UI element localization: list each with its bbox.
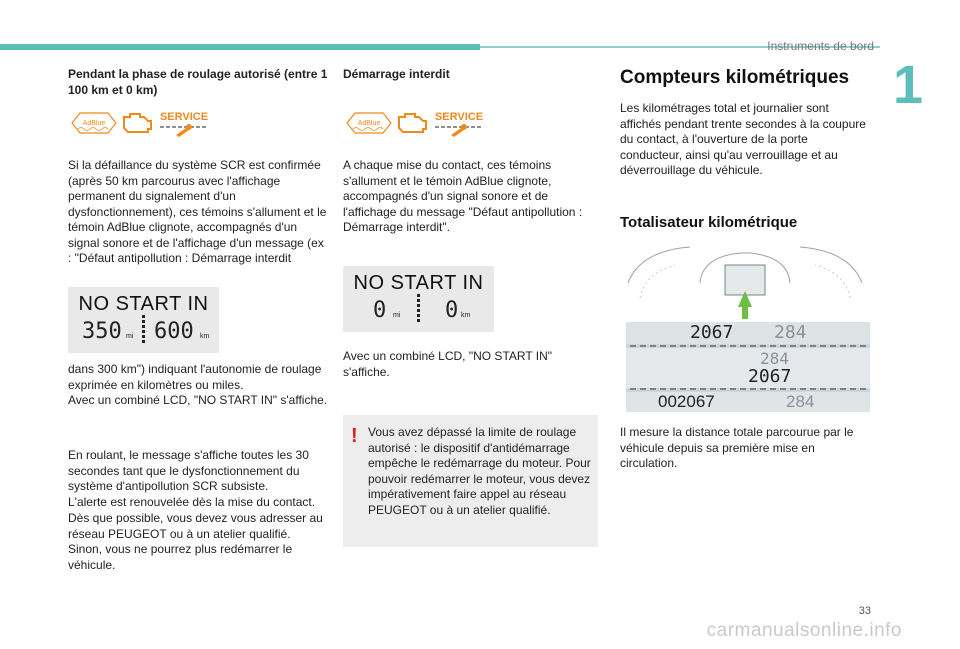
col2-paragraph-2: Avec un combiné LCD, "NO START IN" s'affiche. xyxy=(343,349,553,379)
display-left-unit: mi xyxy=(393,312,401,319)
display-title: NO START IN xyxy=(78,293,209,315)
display-separator xyxy=(417,294,420,324)
svg-text:SERVICE: SERVICE xyxy=(434,111,483,123)
col2-paragraph-1: A chaque mise du contact, ces témoins s'allument et le témoin AdBlue clignote, accompagnés d'un signal sonore et de l'affichage du message "Défaut antipollution : Démarrage interdit". xyxy=(343,158,583,234)
col1-paragraph-1: Si la défaillance du système SCR est confirmée (après 50 km parcourus avec l'affichage permanent du signalement d'un dysfonctionnement), ces témoins s'allument et le témoin AdBlue clignote, accompagnés d'un signal sonore et de l'affichage d'un message (ex : "Défaut antipollution : Démarrage interdit xyxy=(68,158,327,265)
display-left-value: 350 xyxy=(82,319,122,344)
adblue-engine-service-icons xyxy=(68,108,208,138)
adblue-warning-icon xyxy=(72,113,116,133)
engine-warning-icon xyxy=(124,114,151,132)
display-right-value: 0 xyxy=(445,298,459,323)
chapter-number: 1 xyxy=(893,55,924,115)
warning-exclamation-icon: ! xyxy=(351,425,358,447)
col1-paragraph-7: Sinon, vous ne pourrez plus redémarrer le véhicule. xyxy=(68,542,293,572)
separator-dashes xyxy=(630,388,866,390)
svg-text:AdBlue: AdBlue xyxy=(357,120,381,127)
display-right-unit: km xyxy=(200,333,210,340)
watermark: carmanualsonline.info xyxy=(706,620,902,641)
instrument-cluster-illustration xyxy=(620,243,870,323)
section-subtitle: Totalisateur kilométrique xyxy=(620,214,798,231)
col1-paragraph-3: Avec un combiné LCD, "NO START IN" s'affiche. xyxy=(68,393,328,407)
warning-lights-row-2 xyxy=(343,108,483,138)
col2-heading: Démarrage interdit xyxy=(343,67,450,81)
svg-text:AdBlue: AdBlue xyxy=(82,120,106,127)
svg-text:SERVICE: SERVICE xyxy=(159,111,208,123)
col1-paragraph-6: Dès que possible, vous devez vous adresser au réseau PEUGEOT ou à un atelier qualifié. xyxy=(68,511,323,541)
service-wrench-icon xyxy=(160,111,208,137)
col1-paragraph-2: dans 300 km") indiquant l'autonomie de roulage exprimée en kilomètres ou miles. xyxy=(68,362,322,392)
page-number: 33 xyxy=(858,605,871,617)
odometer-row-2 xyxy=(626,348,870,388)
display-left-unit: mi xyxy=(126,333,134,340)
odometer-total-2: 2067 xyxy=(748,366,792,387)
warning-lights-row xyxy=(68,108,208,138)
adblue-warning-icon xyxy=(347,113,391,133)
display-right-unit: km xyxy=(461,312,471,319)
col1-heading: Pendant la phase de roulage autorisé (entre 1 100 km et 0 km) xyxy=(68,67,328,97)
warning-text: Vous avez dépassé la limite de roulage autorisé : le dispositif d'antidémarrage empêche le redémarrage du moteur. Pour pouvoir redémarrer le moteur, vous devez impérativement faire appel au réseau PEUGEOT ou à un atelier qualifié. xyxy=(368,425,591,517)
page-title: Compteurs kilométriques xyxy=(620,67,850,88)
header-accent-bar xyxy=(0,44,480,50)
display-left-value: 0 xyxy=(373,298,387,323)
col1-paragraph-4: En roulant, le message s'affiche toutes les 30 secondes tant que le dysfonctionnement du système d'antipollution SCR subsiste. xyxy=(68,448,309,493)
adblue-engine-service-icons-2 xyxy=(343,108,483,138)
odometer-trip-2: 284 xyxy=(760,349,789,368)
odometer-row-3 xyxy=(626,392,870,412)
col1-paragraph-5: L'alerte est renouvelée dès la mise du contact. xyxy=(68,495,316,509)
warning-callout xyxy=(343,415,598,547)
display-separator xyxy=(142,315,145,345)
odometer-row-1 xyxy=(626,322,870,344)
service-wrench-icon xyxy=(435,111,483,137)
cluster-outline xyxy=(620,243,870,323)
no-start-display-2 xyxy=(343,266,494,332)
odometer-trip-3: 284 xyxy=(786,392,815,411)
engine-warning-icon xyxy=(399,114,426,132)
odometer-trip-1: 284 xyxy=(774,322,807,343)
col3-description: Il mesure la distance totale parcourue par le véhicule depuis sa première mise en circulation. xyxy=(620,425,854,470)
odometer-total-3: 002067 xyxy=(658,392,715,411)
display-title: NO START IN xyxy=(353,272,484,294)
col3-intro: Les kilométrages total et journalier sont affichés pendant trente secondes à la coupure du contact, à l'ouverture de la porte conducteur, ainsi qu'au verrouillage et au déverrouillage du véhicule. xyxy=(620,101,866,177)
separator-dashes xyxy=(630,345,866,347)
no-start-display-1 xyxy=(68,287,219,353)
section-title: Instruments de bord xyxy=(767,39,874,53)
odometer-display xyxy=(626,322,870,412)
odometer-total-1: 2067 xyxy=(690,322,734,343)
display-right-value: 600 xyxy=(154,319,194,344)
